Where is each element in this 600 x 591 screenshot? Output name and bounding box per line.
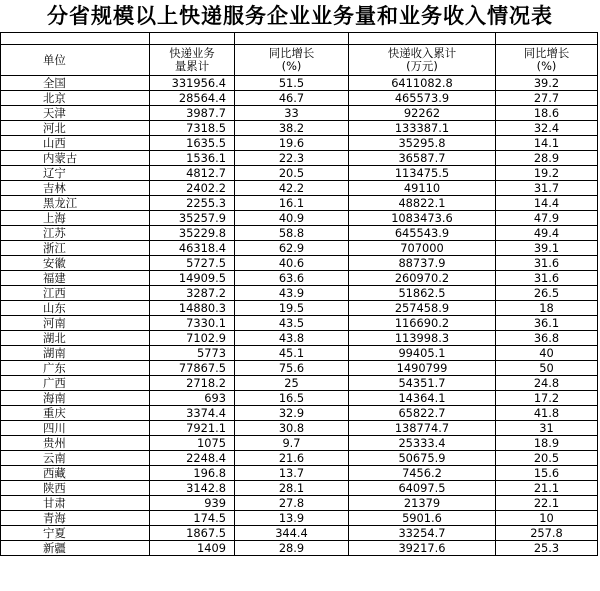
cell-revenue-growth: 22.1 <box>496 496 598 511</box>
cell-province: 辽宁 <box>1 166 150 181</box>
cell-volume: 2248.4 <box>150 451 235 466</box>
cell-province: 山东 <box>1 301 150 316</box>
table-row <box>1 136 598 151</box>
cell-volume-growth: 13.9 <box>235 511 349 526</box>
cell-province: 浙江 <box>1 241 150 256</box>
cell-volume: 1867.5 <box>150 526 235 541</box>
table-row <box>1 316 598 331</box>
cell-revenue: 707000 <box>349 241 496 256</box>
cell-volume-growth: 43.8 <box>235 331 349 346</box>
header-volume-growth-line1: 同比增长 <box>268 46 315 60</box>
cell-volume: 3374.4 <box>150 406 235 421</box>
cell-revenue: 5901.6 <box>349 511 496 526</box>
cell-revenue-growth: 26.5 <box>496 286 598 301</box>
data-table <box>0 32 598 556</box>
cell-revenue: 49110 <box>349 181 496 196</box>
cell-volume-growth: 16.5 <box>235 391 349 406</box>
cell-volume-growth: 40.9 <box>235 211 349 226</box>
table-row <box>1 526 598 541</box>
table-row <box>1 466 598 481</box>
cell-revenue: 99405.1 <box>349 346 496 361</box>
cell-province: 上海 <box>1 211 150 226</box>
table-row <box>1 241 598 256</box>
table-row <box>1 301 598 316</box>
cell-province: 全国 <box>1 76 150 91</box>
cell-province: 江西 <box>1 286 150 301</box>
cell-revenue: 113475.5 <box>349 166 496 181</box>
cell-volume-growth: 27.8 <box>235 496 349 511</box>
cell-volume-growth: 58.8 <box>235 226 349 241</box>
cell-revenue: 64097.5 <box>349 481 496 496</box>
cell-revenue-growth: 28.9 <box>496 151 598 166</box>
cell-volume: 196.8 <box>150 466 235 481</box>
cell-revenue: 6411082.8 <box>349 76 496 91</box>
cell-volume: 693 <box>150 391 235 406</box>
cell-volume-growth: 51.5 <box>235 76 349 91</box>
cell-revenue: 35295.8 <box>349 136 496 151</box>
cell-volume-growth: 43.9 <box>235 286 349 301</box>
cell-volume-growth: 40.6 <box>235 256 349 271</box>
table-row <box>1 256 598 271</box>
cell-revenue-growth: 50 <box>496 361 598 376</box>
cell-revenue: 39217.6 <box>349 541 496 556</box>
cell-revenue-growth: 14.1 <box>496 136 598 151</box>
cell-revenue-growth: 39.1 <box>496 241 598 256</box>
cell-revenue: 92262 <box>349 106 496 121</box>
cell-revenue-growth: 257.8 <box>496 526 598 541</box>
cell-province: 湖北 <box>1 331 150 346</box>
table-row <box>1 196 598 211</box>
cell-volume-growth: 19.5 <box>235 301 349 316</box>
cell-revenue: 21379 <box>349 496 496 511</box>
page-title: 分省规模以上快递服务企业业务量和业务收入情况表 <box>47 3 553 28</box>
cell-revenue-growth: 24.8 <box>496 376 598 391</box>
cell-revenue-growth: 41.8 <box>496 406 598 421</box>
cell-revenue: 257458.9 <box>349 301 496 316</box>
cell-revenue: 116690.2 <box>349 316 496 331</box>
cell-province: 广西 <box>1 376 150 391</box>
cell-province: 吉林 <box>1 181 150 196</box>
cell-revenue-growth: 18.9 <box>496 436 598 451</box>
cell-volume-growth: 28.9 <box>235 541 349 556</box>
table-row <box>1 541 598 556</box>
cell-province: 甘肃 <box>1 496 150 511</box>
cell-volume-growth: 33 <box>235 106 349 121</box>
cell-revenue-growth: 17.2 <box>496 391 598 406</box>
cell-volume-growth: 43.5 <box>235 316 349 331</box>
cell-volume: 7102.9 <box>150 331 235 346</box>
cell-volume-growth: 25 <box>235 376 349 391</box>
cell-province: 陕西 <box>1 481 150 496</box>
cell-volume: 331956.4 <box>150 76 235 91</box>
cell-volume: 77867.5 <box>150 361 235 376</box>
table-row <box>1 361 598 376</box>
cell-volume: 7921.1 <box>150 421 235 436</box>
cell-revenue-growth: 15.6 <box>496 466 598 481</box>
table-row <box>1 91 598 106</box>
table-row <box>1 166 598 181</box>
table-row <box>1 151 598 166</box>
cell-revenue: 1083473.6 <box>349 211 496 226</box>
cell-volume: 174.5 <box>150 511 235 526</box>
cell-volume-growth: 13.7 <box>235 466 349 481</box>
cell-province: 北京 <box>1 91 150 106</box>
cell-revenue-growth: 40 <box>496 346 598 361</box>
table-row <box>1 286 598 301</box>
header-unit <box>1 45 150 76</box>
cell-revenue: 260970.2 <box>349 271 496 286</box>
cell-province: 海南 <box>1 391 150 406</box>
cell-province: 天津 <box>1 106 150 121</box>
cell-revenue: 14364.1 <box>349 391 496 406</box>
cell-province: 云南 <box>1 451 150 466</box>
cell-revenue: 54351.7 <box>349 376 496 391</box>
header-revenue-growth-line2: (%) <box>536 59 557 73</box>
cell-volume: 14880.3 <box>150 301 235 316</box>
cell-volume-growth: 42.2 <box>235 181 349 196</box>
cell-revenue: 48822.1 <box>349 196 496 211</box>
cell-province: 广东 <box>1 361 150 376</box>
cell-province: 宁夏 <box>1 526 150 541</box>
blank-row <box>1 33 598 45</box>
cell-revenue: 51862.5 <box>349 286 496 301</box>
cell-province: 山西 <box>1 136 150 151</box>
cell-volume: 3287.2 <box>150 286 235 301</box>
cell-volume-growth: 344.4 <box>235 526 349 541</box>
cell-revenue-growth: 18.6 <box>496 106 598 121</box>
header-revenue-line2: (万元) <box>406 59 438 73</box>
cell-revenue: 88737.9 <box>349 256 496 271</box>
cell-province: 内蒙古 <box>1 151 150 166</box>
cell-volume-growth: 20.5 <box>235 166 349 181</box>
header-revenue <box>349 45 496 76</box>
cell-revenue: 25333.4 <box>349 436 496 451</box>
cell-revenue: 138774.7 <box>349 421 496 436</box>
cell-province: 贵州 <box>1 436 150 451</box>
cell-province: 江苏 <box>1 226 150 241</box>
cell-volume: 46318.4 <box>150 241 235 256</box>
table-body <box>1 33 598 556</box>
header-volume-growth <box>235 45 349 76</box>
header-unit-label: 单位 <box>43 52 66 67</box>
cell-revenue: 133387.1 <box>349 121 496 136</box>
table-row <box>1 481 598 496</box>
cell-volume-growth: 45.1 <box>235 346 349 361</box>
cell-volume-growth: 19.6 <box>235 136 349 151</box>
header-revenue-line1: 快递收入累计 <box>387 46 457 60</box>
cell-province: 青海 <box>1 511 150 526</box>
cell-province: 重庆 <box>1 406 150 421</box>
cell-volume: 2255.3 <box>150 196 235 211</box>
cell-revenue: 645543.9 <box>349 226 496 241</box>
cell-revenue-growth: 31.7 <box>496 181 598 196</box>
header-volume-line2: 量累计 <box>174 59 210 73</box>
cell-revenue: 113998.3 <box>349 331 496 346</box>
cell-volume-growth: 16.1 <box>235 196 349 211</box>
table-row <box>1 421 598 436</box>
cell-revenue-growth: 36.1 <box>496 316 598 331</box>
cell-province: 湖南 <box>1 346 150 361</box>
cell-revenue-growth: 20.5 <box>496 451 598 466</box>
cell-volume: 14909.5 <box>150 271 235 286</box>
cell-revenue: 36587.7 <box>349 151 496 166</box>
table-row <box>1 106 598 121</box>
table-row <box>1 346 598 361</box>
cell-volume-growth: 63.6 <box>235 271 349 286</box>
cell-revenue-growth: 47.9 <box>496 211 598 226</box>
cell-volume-growth: 46.7 <box>235 91 349 106</box>
cell-volume: 35229.8 <box>150 226 235 241</box>
header-row <box>1 45 598 76</box>
table-row <box>1 76 598 91</box>
table-row <box>1 331 598 346</box>
cell-revenue-growth: 49.4 <box>496 226 598 241</box>
cell-volume-growth: 32.9 <box>235 406 349 421</box>
cell-volume: 1075 <box>150 436 235 451</box>
cell-volume: 5727.5 <box>150 256 235 271</box>
table-row <box>1 496 598 511</box>
table-row <box>1 226 598 241</box>
cell-revenue: 465573.9 <box>349 91 496 106</box>
table-row <box>1 511 598 526</box>
cell-volume-growth: 62.9 <box>235 241 349 256</box>
cell-revenue-growth: 14.4 <box>496 196 598 211</box>
cell-revenue-growth: 36.8 <box>496 331 598 346</box>
cell-volume: 2718.2 <box>150 376 235 391</box>
cell-volume-growth: 38.2 <box>235 121 349 136</box>
cell-volume: 1409 <box>150 541 235 556</box>
cell-volume: 1536.1 <box>150 151 235 166</box>
table-row <box>1 406 598 421</box>
cell-province: 河南 <box>1 316 150 331</box>
cell-province: 福建 <box>1 271 150 286</box>
header-revenue-growth-line1: 同比增长 <box>523 46 570 60</box>
cell-revenue-growth: 31 <box>496 421 598 436</box>
cell-volume: 7330.1 <box>150 316 235 331</box>
table-row <box>1 181 598 196</box>
cell-volume-growth: 28.1 <box>235 481 349 496</box>
cell-volume-growth: 9.7 <box>235 436 349 451</box>
cell-revenue: 33254.7 <box>349 526 496 541</box>
table-row <box>1 451 598 466</box>
table-row <box>1 271 598 286</box>
cell-revenue-growth: 31.6 <box>496 271 598 286</box>
table-row <box>1 121 598 136</box>
header-revenue-growth <box>496 45 598 76</box>
cell-province: 四川 <box>1 421 150 436</box>
cell-volume: 28564.4 <box>150 91 235 106</box>
cell-volume-growth: 30.8 <box>235 421 349 436</box>
cell-revenue-growth: 39.2 <box>496 76 598 91</box>
cell-province: 新疆 <box>1 541 150 556</box>
cell-revenue: 50675.9 <box>349 451 496 466</box>
cell-revenue-growth: 18 <box>496 301 598 316</box>
cell-volume: 4812.7 <box>150 166 235 181</box>
cell-province: 黑龙江 <box>1 196 150 211</box>
cell-volume: 1635.5 <box>150 136 235 151</box>
cell-province: 安徽 <box>1 256 150 271</box>
cell-province: 河北 <box>1 121 150 136</box>
table-row <box>1 211 598 226</box>
header-volume-growth-line2: (%) <box>281 59 302 73</box>
cell-revenue-growth: 31.6 <box>496 256 598 271</box>
cell-volume: 3987.7 <box>150 106 235 121</box>
cell-revenue: 1490799 <box>349 361 496 376</box>
cell-volume: 35257.9 <box>150 211 235 226</box>
cell-province: 西藏 <box>1 466 150 481</box>
cell-volume-growth: 21.6 <box>235 451 349 466</box>
cell-volume: 2402.2 <box>150 181 235 196</box>
cell-revenue: 7456.2 <box>349 466 496 481</box>
cell-volume: 7318.5 <box>150 121 235 136</box>
cell-volume: 939 <box>150 496 235 511</box>
cell-volume: 5773 <box>150 346 235 361</box>
cell-revenue-growth: 10 <box>496 511 598 526</box>
cell-revenue: 65822.7 <box>349 406 496 421</box>
header-volume <box>150 45 235 76</box>
table-row <box>1 436 598 451</box>
table-row <box>1 391 598 406</box>
cell-revenue-growth: 32.4 <box>496 121 598 136</box>
table-row <box>1 376 598 391</box>
cell-revenue-growth: 27.7 <box>496 91 598 106</box>
cell-volume: 3142.8 <box>150 481 235 496</box>
cell-volume-growth: 75.6 <box>235 361 349 376</box>
header-volume-line1: 快递业务 <box>169 46 215 60</box>
cell-volume-growth: 22.3 <box>235 151 349 166</box>
cell-revenue-growth: 25.3 <box>496 541 598 556</box>
cell-revenue-growth: 21.1 <box>496 481 598 496</box>
cell-revenue-growth: 19.2 <box>496 166 598 181</box>
